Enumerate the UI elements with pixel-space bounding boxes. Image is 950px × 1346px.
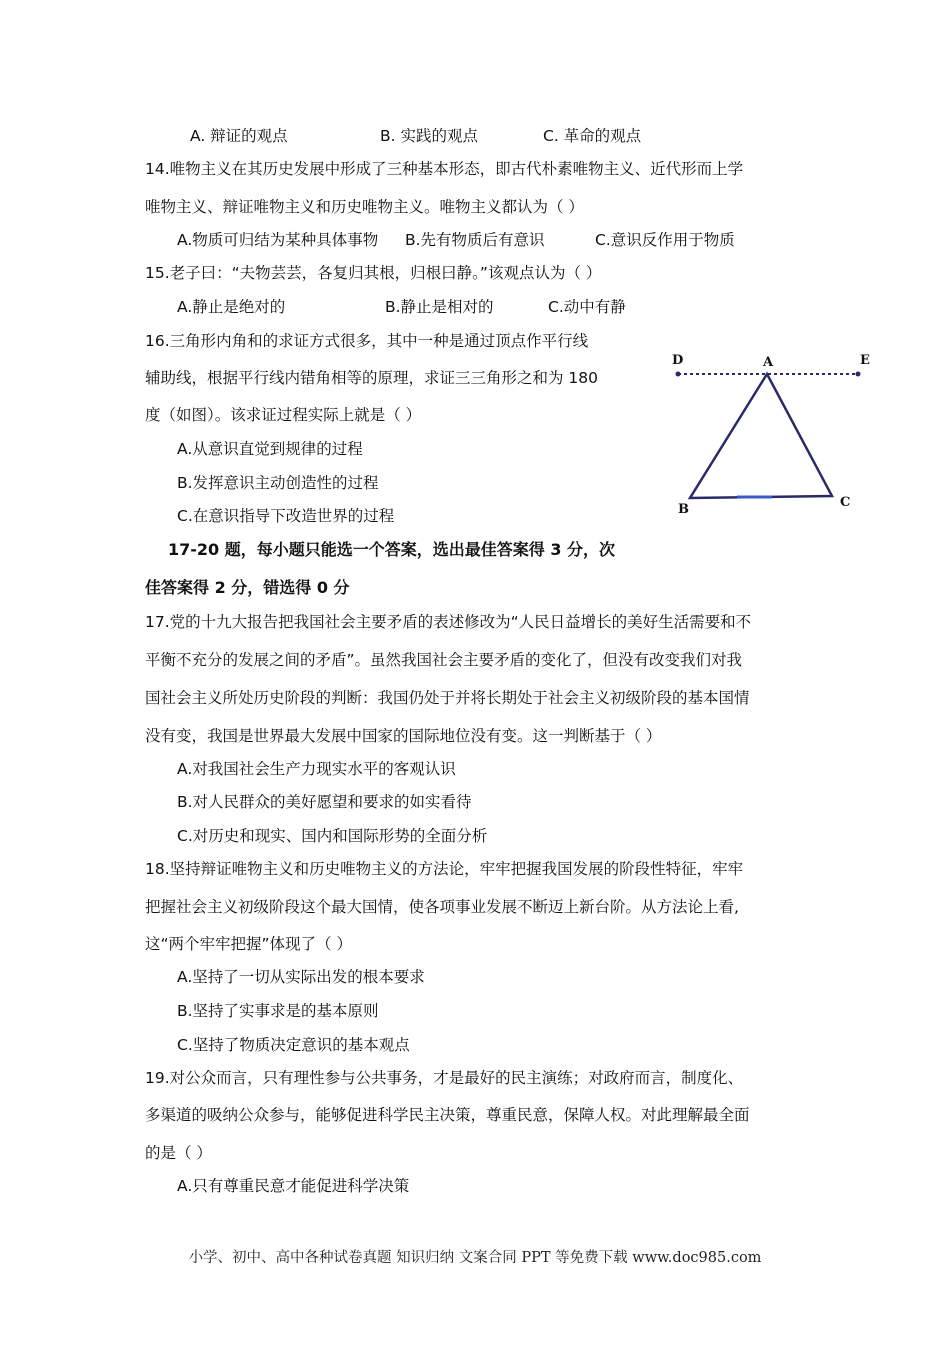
q17-stem-line1: 17.党的十九大报告把我国社会主要矛盾的表述修改为“人民日益增长的美好生活需要和不 (145, 613, 752, 631)
q18-stem-line2: 把握社会主义初级阶段这个最大国情，使各项事业发展不断迈上新台阶。从方法论上看, (145, 898, 739, 916)
q14-option-b: B.先有物质后有意识 (405, 231, 545, 249)
q19-stem-line3: 的是（ ） (145, 1144, 212, 1162)
q19-stem-line2: 多渠道的吸纳公众参与，能够促进科学民主决策，尊重民意，保障人权。对此理解最全面 (145, 1106, 750, 1124)
label-d: D (672, 353, 684, 368)
q15-option-b: B.静止是相对的 (385, 298, 494, 316)
q14-option-a: A.物质可归结为某种具体事物 (177, 231, 379, 249)
q18-option-b: B.坚持了实事求是的基本原则 (177, 1002, 379, 1020)
q17-stem-line3: 国社会主义所处历史阶段的判断：我国仍处于并将长期处于社会主义初级阶段的基本国情 (145, 689, 750, 707)
q13-option-a: A. 辩证的观点 (190, 127, 288, 145)
q19-option-a: A.只有尊重民意才能促进科学决策 (177, 1177, 410, 1195)
section-note-line2: 佳答案得 2 分，错选得 0 分 (145, 578, 350, 597)
q15-option-c: C.动中有静 (548, 298, 626, 316)
label-b: B (678, 502, 689, 517)
q14-options (177, 230, 735, 250)
q14-option-c: C.意识反作用于物质 (595, 231, 735, 249)
q16-option-c: C.在意识指导下改造世界的过程 (177, 507, 395, 525)
triangle-figure (662, 346, 882, 522)
label-e: E (860, 353, 870, 368)
point-e (856, 372, 861, 377)
triangle-abc (690, 374, 832, 498)
section-note-line1: 17-20 题，每小题只能选一个答案，选出最佳答案得 3 分，次 (168, 540, 616, 559)
q16-stem-line3: 度（如图）。该求证过程实际上就是（ ） (145, 406, 422, 424)
q16-stem-line2: 辅助线，根据平行线内错角相等的原理，求证三三角形之和为 180 (145, 369, 599, 387)
point-d (676, 372, 681, 377)
q13-option-c: C. 革命的观点 (543, 127, 642, 145)
q15-option-a: A.静止是绝对的 (177, 298, 286, 316)
q19-stem-line1: 19.对公众而言，只有理性参与公共事务，才是最好的民主演练；对政府而言，制度化、 (145, 1069, 744, 1087)
q17-option-b: B.对人民群众的美好愿望和要求的如实看待 (177, 793, 472, 811)
q17-stem-line4: 没有变，我国是世界最大发展中国家的国际地位没有变。这一判断基于（ ） (145, 727, 662, 745)
q17-option-c: C.对历史和现实、国内和国际形势的全面分析 (177, 827, 488, 845)
label-c: C (840, 495, 851, 510)
q14-stem-line2: 唯物主义、辩证唯物主义和历史唯物主义。唯物主义都认为（ ） (145, 198, 584, 216)
q18-option-a: A.坚持了一切从实际出发的根本要求 (177, 968, 425, 986)
q18-option-c: C.坚持了物质决定意识的基本观点 (177, 1036, 410, 1054)
q18-stem-line3: 这“两个牢牢把握”体现了（ ） (145, 935, 352, 953)
page-footer: 小学、初中、高中各种试卷真题 知识归纳 文案合同 PPT 等免费下载 www.doc985.com (188, 1250, 762, 1266)
q16-option-b: B.发挥意识主动创造性的过程 (177, 474, 379, 492)
q16-stem-line1: 16.三角形内角和的求证方式很多，其中一种是通过顶点作平行线 (145, 332, 589, 350)
q18-stem-line1: 18.坚持辩证唯物主义和历史唯物主义的方法论，牢牢把握我国发展的阶段性特征，牢牢 (145, 860, 744, 878)
q17-option-a: A.对我国社会生产力现实水平的客观认识 (177, 760, 456, 778)
q13-option-b: B. 实践的观点 (380, 127, 478, 145)
label-a: A (763, 355, 774, 370)
q13-options (190, 126, 641, 146)
q16-option-a: A.从意识直觉到规律的过程 (177, 440, 363, 458)
q15-options (177, 297, 626, 317)
q15-stem: 15.老子曰：“夫物芸芸，各复归其根，归根曰静。”该观点认为（ ） (145, 264, 602, 282)
q17-stem-line2: 平衡不充分的发展之间的矛盾”。虽然我国社会主要矛盾的变化了，但没有改变我们对我 (145, 651, 743, 669)
q14-stem-line1: 14.唯物主义在其历史发展中形成了三种基本形态，即古代朴素唯物主义、近代形而上学 (145, 160, 744, 178)
